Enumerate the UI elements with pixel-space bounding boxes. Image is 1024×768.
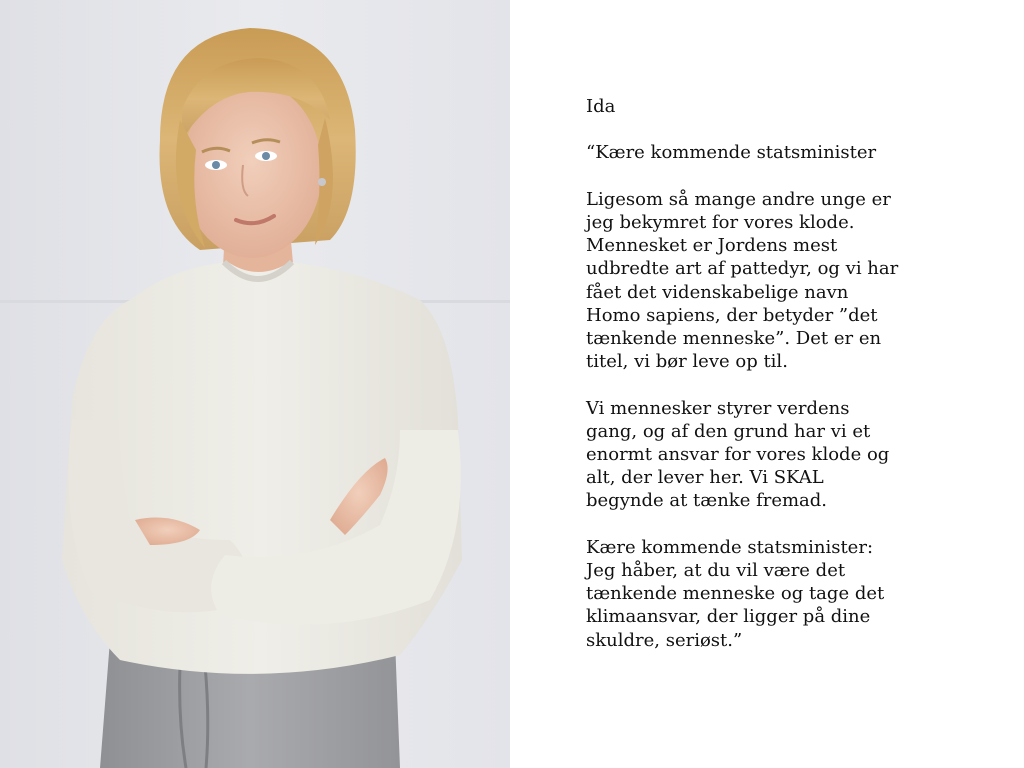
author-name: Ida bbox=[586, 96, 616, 117]
letter-paragraph-3: Kære kommende statsminister: Jeg håber, at du vil være det tænkende menneske og tage det klimaansvar, der ligger på dine skuldre, seriøst.” bbox=[586, 536, 885, 651]
letter bbox=[586, 95, 986, 675]
portrait-photo bbox=[0, 0, 510, 768]
letter-salutation: “Kære kommende statsminister bbox=[586, 142, 877, 164]
letter-paragraph-2: Vi mennesker styrer verdens gang, og af den grund har vi et enormt ansvar for vores klode og alt, der lever her. Vi SKAL begynde at tænke fremad. bbox=[586, 397, 890, 512]
iris-left bbox=[212, 161, 220, 169]
iris-right bbox=[262, 152, 270, 160]
portrait-illustration bbox=[0, 0, 510, 768]
earring bbox=[318, 178, 326, 186]
letter-paragraph-1: Ligesom så mange andre unge er jeg bekymret for vores klode. Mennesket er Jordens mest udbredte art af pattedyr, og vi har fået det videnskabelige navn Homo sapiens, der betyder ”det tænkende menneske”. Det er en titel, vi bør leve op til. bbox=[586, 188, 899, 373]
